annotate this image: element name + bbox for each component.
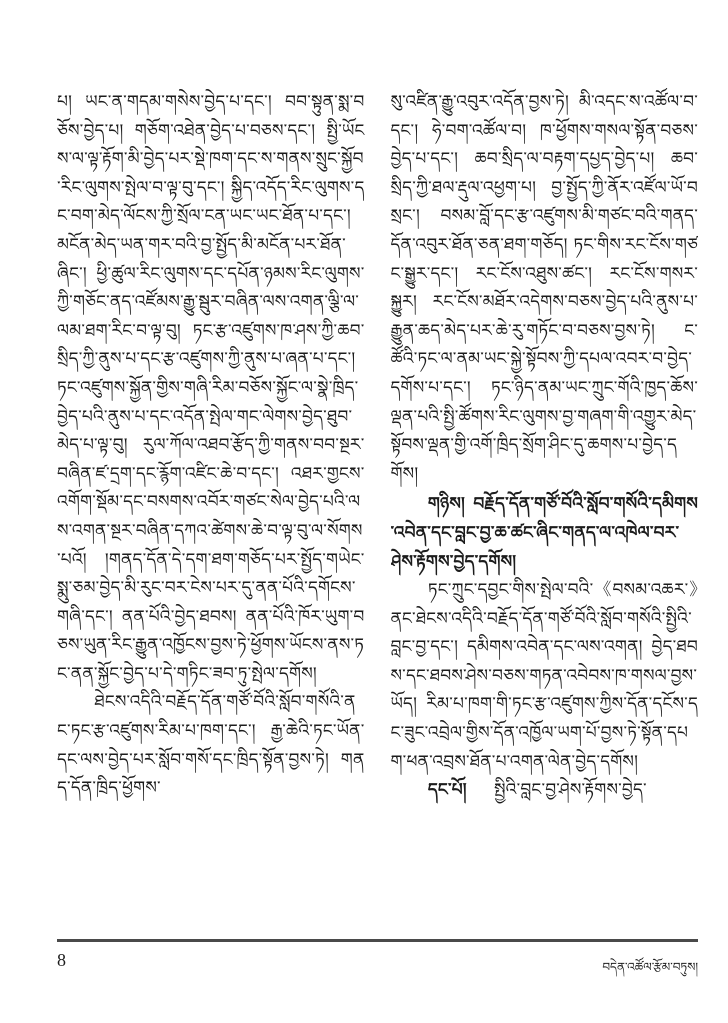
right-column xyxy=(391,88,699,910)
body-paragraph: ཐེངས་འདིའི་བརྗོད་དོན་གཙོ་བོའི་སློབ་གསོའི་ནང་ཏང་རྩ་འཛུགས་རིམ་པ་ཁག་དང་། རྒྱ་ཆེའི་ཏང་ཡོན་དང་ལས་བྱེད་པར་སློབ་གསོ་དང་ཁྲིད་སྟོན་བྱས་ཏེ། གནད་དོན་ཁྲིད་ཕྱོགས་ xyxy=(57,692,365,799)
section-heading: གཉིས། བརྗོད་དོན་གཙོ་བོའི་སློབ་གསོའི་དམིགས་འབེན་དང་བླང་བྱ་ཆ་ཚང་ཞིང་གནད་ལ་འཁེལ་བར་ཤེས་རྟོགས་བྱེད་དགོས། xyxy=(390,494,698,572)
body-paragraph-continuation: སུ་འཛིན་རྒྱུ་འབུར་འདོན་བྱས་ཏེ། མི་འདང་ས་འཚོལ་བ་དང་། ཧེ་བག་འཚོལ་བ། ཁ་ཕྱོགས་གསལ་སྟོན་བཅས་བྱེད་པ་དང་། ཆབ་སྲིད་ལ་བརྟག་དཔྱད་བྱེད་པ། ཆབ་སྲིད་ཀྱི་ཐལ་རྡུལ་འཕྱག་པ། བྱ་སྤྱོད་ཀྱི་ནོར་འཛོལ་ཡོ་བསྲང་། བསམ་བློ་དང་རྩ་འཛུགས་མི་གཙང་བའི་གནད་དོན་འབུར་ཐོན་ཅན་ཐག་གཅོད། ཏང་གིས་རང་ངོས་གཙང་སྒྱུར་དང་། རང་ངོས་འཐུས་ཚང་། རང་ངོས་གསར་སྐྱུར། རང་ངོས་མཐོར་འདེགས་བཅས་བྱེད་པའི་ནུས་པ་རྒྱུན་ཆད་མེད་པར་ཆེ་རུ་གཏོང་བ་བཅས་བྱས་ཏེ། ང་ཚོའི་ཏང་ལ་ནམ་ཡང་སྐྱེ་སྟོབས་ཀྱི་དཔལ་འབར་བ་བྱེད་དགོས་པ་དང་། ཏང་ཉིད་ནམ་ཡང་ཀྲུང་གོའི་ཁྱད་ཆོས་ལྡན་པའི་སྤྱི་ཚོགས་རིང་ལུགས་བྱ་གཞག་གི་འགྱུར་མེད་སྟོབས་ལྡན་གྱི་འགོ་ཁྲིད་སྲོག་ཤིང་དུ་ཆགས་པ་བྱེད་དགོས། xyxy=(390,92,698,484)
subsection-start-line xyxy=(391,776,699,805)
footer xyxy=(57,950,698,988)
left-column xyxy=(57,88,365,910)
footer-rule xyxy=(57,939,698,942)
subsection-label: དང་པོ། xyxy=(427,780,467,801)
body-paragraph: ཏང་ཀྲུང་དབྱང་གིས་སྤེལ་བའི་《བསམ་འཆར་》ནང་ཐེངས་འདིའི་བརྗོད་དོན་གཙོ་བོའི་སློབ་གསོའི་སྤྱིའི་བླང་བྱ་དང་། དམིགས་འབེན་དང་ལས་འགན། བྱེད་ཐབས་དང་ཐབས་ཤེས་བཅས་གཏན་འབེབས་ཁ་གསལ་བྱས་ཡོད། རིམ་པ་ཁག་གི་ཏང་རྩ་འཛུགས་ཀྱིས་དོན་དངོས་དང་ཟུང་འབྲེལ་གྱིས་དོན་འཁྱོལ་ཡག་པོ་བྱས་ཏེ་སྟོན་དཔག་ཕན་འབྲས་ཐོན་པ་འགན་ལེན་བྱེད་དགོས། xyxy=(390,580,698,772)
text-columns xyxy=(57,88,698,910)
publication-title: བདེན་འཚོལ་རྩོམ་བཏུས། xyxy=(602,960,698,974)
page-number: 8 xyxy=(57,950,66,970)
body-paragraph-continuation: པ། ཡང་ན་གདམ་གསེས་བྱེད་པ་དང་། བབ་སྟུན་སྨ་བཅོས་བྱེད་པ། གཅོག་འཐེན་བྱེད་པ་བཅས་དང་། སྤྱི་ཡོངས་ལ་ལྟ་རྟོག་མི་བྱེད་པར་སྡེ་ཁག་དང་ས་གནས་སྲུང་སྐྱོབ་རིང་ལུགས་སྤེལ་བ་ལྟ་བུ་དང་། སྐྱིད་འདོད་རིང་ལུགས་དང་བག་མེད་ལོངས་ཀྱི་སྲོལ་ངན་ཡང་ཡང་ཐོན་པ་དང་། མངོན་མེད་ཡན་གར་བའི་བྱ་སྤྱོད་མི་མངོན་པར་ཐོན་ཞིང་། ཕྱི་ཚུལ་རིང་ལུགས་དང་དཔོན་ཉམས་རིང་ལུགས་ཀྱི་གཅོང་ནད་འཛོམས་རྒྱུ་སྦུར་བཞིན་ལས་འགན་ལྕི་ལ་ལམ་ཐག་རིང་བ་ལྟ་བུ། ཏང་རྩ་འཛུགས་ཁ་ཤས་ཀྱི་ཆབ་སྲིད་ཀྱི་ནུས་པ་དང་རྩ་འཛུགས་ཀྱི་ནུས་པ་ཞན་པ་དང་། ཏང་འཛུགས་སྐྱོན་གྱིས་གཞི་རིམ་བཅོས་སྐྱོང་ལ་སྣེ་ཁྲིད་བྱེད་པའི་ནུས་པ་དང་འདོན་སྤེལ་གང་ལེགས་བྱེད་ཐུབ་མེད་པ་ལྟ་བུ། རུལ་ཀོལ་འཐབ་རྩོད་ཀྱི་གནས་བབ་སྔར་བཞིན་ཛ་དྲག་དང་རྙོག་འཛིང་ཆེ་བ་དང་། འཐར་གྱངས་འགོག་སྡོམ་དང་བསགས་འབོར་གཙང་སེལ་བྱེད་པའི་ལས་འགན་སྔར་བཞིན་དཀའ་ཚེགས་ཆེ་བ་ལྟ་བུ་ལ་སོགས་པའོ། །གནད་དོན་དེ་དག་ཐག་གཅོད་པར་སྤྱོད་གཡེང་སྨུ་ཅམ་བྱེད་མི་རུང་བར་ངེས་པར་དུ་ནན་པོའི་དགོངས་གཞི་དང་། ནན་པོའི་བྱེད་ཐབས། ནན་པོའི་ཁོར་ཡུག་བཅས་ཡུན་རིང་རྒྱུན་འཁྱོངས་བྱས་ཏེ་ཕྱོགས་ཡོངས་ནས་ཏང་ནན་སྐྱོང་བྱེད་པ་དེ་གཏིང་ཟབ་ཏུ་སྤེལ་དགོས། xyxy=(57,92,365,684)
subsection-text: སྤྱིའི་བླང་བྱ་ཤེས་རྟོགས་བྱེད་ xyxy=(493,780,647,801)
